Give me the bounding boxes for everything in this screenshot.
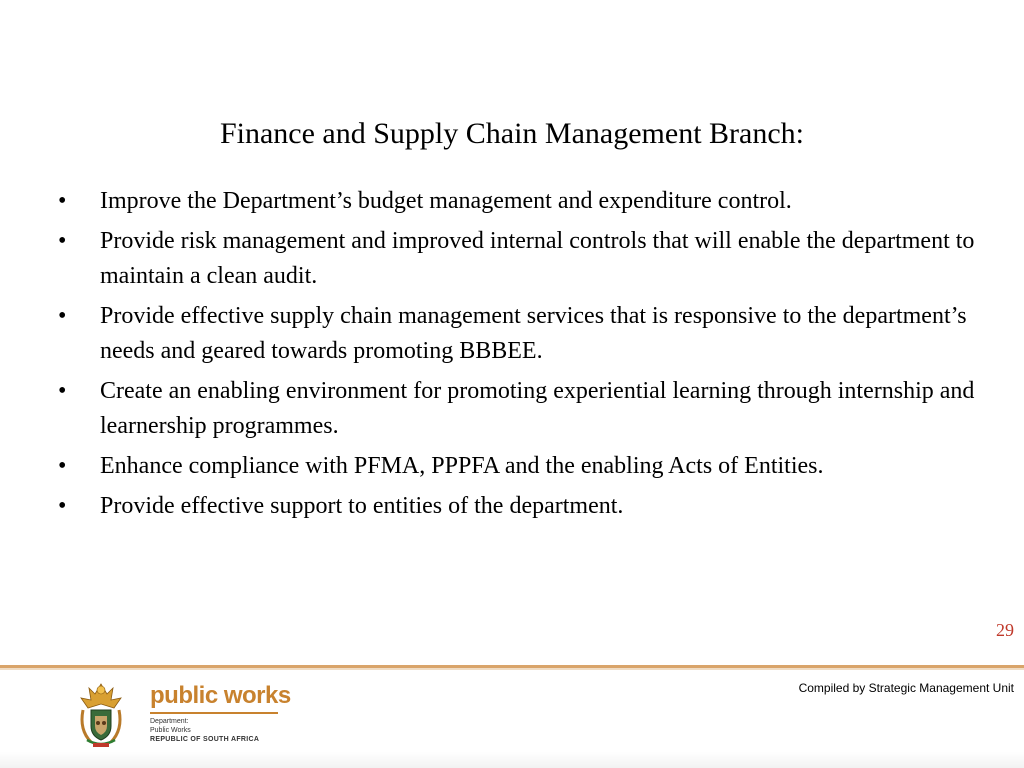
- bullet-text: Provide effective support to entities of the department.: [100, 493, 624, 519]
- bullet-item: [55, 224, 985, 294]
- logo-text: [150, 682, 291, 744]
- department-logo: [75, 680, 295, 752]
- bullet-text: Create an enabling environment for promoting experiential learning through internship and learnership programmes.: [100, 378, 975, 439]
- bullet-item: [55, 374, 985, 444]
- bullet-item: [55, 299, 985, 369]
- bullet-text: Provide risk management and improved internal controls that will enable the department to maintain a clean audit.: [100, 228, 975, 289]
- compiled-by-text: Compiled by Strategic Management Unit: [798, 681, 1014, 695]
- bullet-text: Enhance compliance with PFMA, PPPFA and the enabling Acts of Entities.: [100, 453, 824, 479]
- bullet-item: [55, 449, 985, 484]
- bottom-fade: [0, 752, 1024, 768]
- bullet-icon: •: [58, 188, 67, 214]
- slide-title: Finance and Supply Chain Management Branch:: [219, 117, 805, 150]
- bullet-item: [55, 184, 985, 219]
- bullet-text: Improve the Department’s budget management and expenditure control.: [100, 188, 792, 214]
- bullet-icon: •: [58, 378, 67, 404]
- logo-department-name: Public Works: [150, 727, 191, 734]
- logo-country: REPUBLIC OF SOUTH AFRICA: [150, 736, 260, 743]
- bullet-icon: •: [58, 303, 67, 329]
- footer-divider-shadow: [0, 668, 1024, 670]
- bullet-list: [55, 184, 985, 529]
- bullet-icon: •: [58, 453, 67, 479]
- page-number: 29: [996, 620, 1014, 640]
- logo-underline: [150, 712, 278, 714]
- bullet-item: [55, 489, 985, 524]
- bullet-icon: •: [58, 493, 67, 519]
- bullet-icon: •: [58, 228, 67, 254]
- bullet-text: Provide effective supply chain management services that is responsive to the department’s needs and geared towards promoting BBBEE.: [100, 303, 967, 364]
- coat-of-arms-icon: [75, 680, 127, 750]
- logo-name: public works: [150, 682, 291, 709]
- logo-department-label: Department:: [150, 718, 189, 725]
